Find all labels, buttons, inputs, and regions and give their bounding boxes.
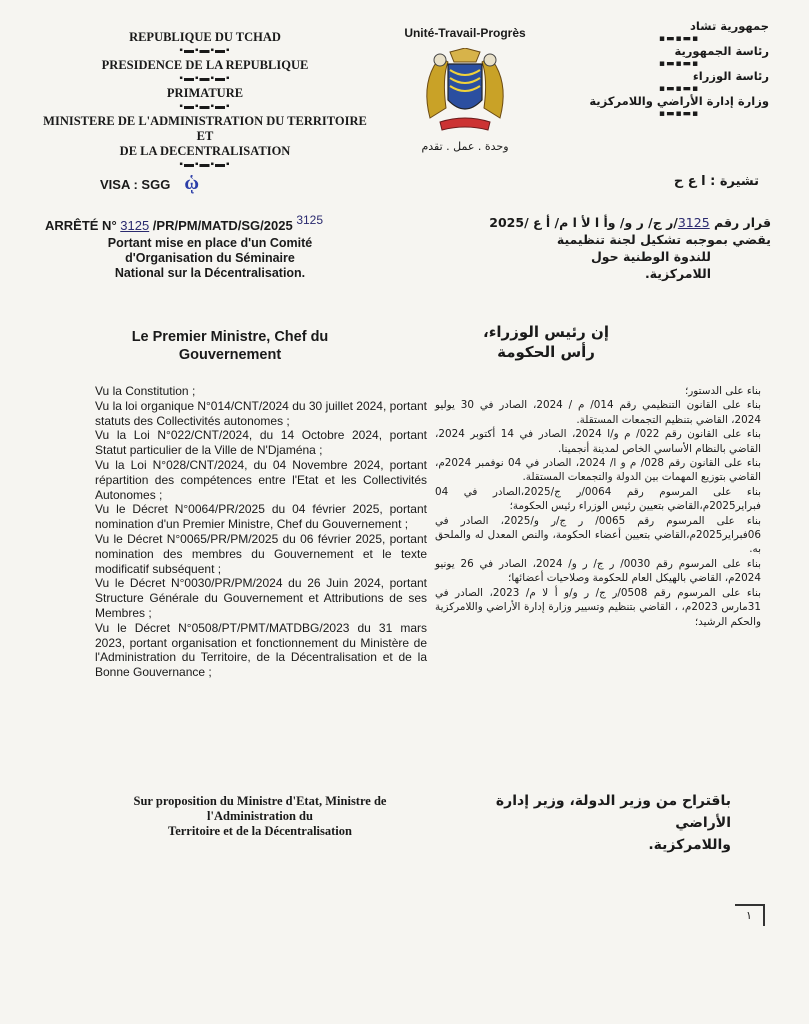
ministry-name-line2: DE LA DECENTRALISATION [119,144,291,158]
arabic-decision-title [411,214,771,282]
motto-ar: وحدة . عمل . تقدم [421,140,509,153]
ministry-name-line1: MINISTERE DE L'ADMINISTRATION DU TERRITOIRE ET [43,114,367,143]
arrete-suffix: /PR/PM/MATD/SG/2025 [149,218,293,233]
visa-item-ar: بناء على القانون رقم 022/ م و/ا 2024، الصادر في 14 أكتوبر 2024، القاضي بالنظام الأساسي الخاص لمدينة أنجمينا. [435,428,762,455]
primature-name: PRIMATURE [166,86,244,100]
ar-title-line: اللامركزية. [644,266,711,281]
visa-item: Vu la Loi N°022/CNT/2024, du 14 Octobre 2024, portant Statut particulier de la Ville de N'Djaména ; [95,428,427,458]
visa-item-ar: بناء على الدستور؛ [684,385,761,397]
french-visas-list [95,384,427,680]
ministry-name-ar: وزارة إدارة الأراضي واللامركزية [589,94,769,108]
visa-item-ar: بناء على المرسوم رقم 0064/ر ج/2025،الصادر في 04 فبراير2025م،القاضي بتعيين رئيس الوزراء رئيس الحكومة؛ [435,485,762,513]
separator: ▪▬▪▬▪▬▪ [179,159,231,170]
proposal-clause-ar [451,790,731,856]
pm-heading-line-ar: رأس الحكومة [497,343,595,361]
visa-item-ar: بناء على المرسوم رقم 0508/ر ج/ ر و/و أ لا م/ 2023، الصادر في 31مارس 2023م، ، القاضي بتنظيم وتسيير وزارة إدارة الأراضي واللامركزية والحكم الرشيد؛ [435,586,761,628]
presidency-name: PRESIDENCE DE LA REPUBLIQUE [101,58,309,72]
visa-item: Vu la loi organique N°014/CNT/2024 du 30 juillet 2024, portant statuts des Collectivités autonomes ; [95,398,427,428]
primature-name-ar: رئاسة الوزراء [692,69,769,83]
visa-handwritten-mark: ᾡ [184,172,199,194]
pm-heading-line: Gouvernement [178,347,282,363]
arrete-number-margin: 3125 [296,213,324,227]
ar-title-number: 3125 [677,215,710,230]
motto-fr: Unité-Travail-Progrès [404,26,526,40]
french-letterhead [40,30,370,172]
visa-item-ar: بناء على القانون التنظيمي رقم 014/ م / 2024، الصادر في 30 يوليو 2024، القاضي بتنظيم التجمعات المستقلة. [435,399,762,426]
arrete-prefix: ARRÊTÉ N° [45,218,121,233]
subject-line: d'Organisation du Séminaire [125,251,295,265]
proposal-line: l'Administration du [207,809,313,823]
ar-title-line: يقضي بموجبه تشكيل لجنة تنظيمية [556,232,771,247]
presidency-name-ar: رئاسة الجمهورية [674,44,769,58]
republic-name-ar: جمهورية تشاد [690,19,769,33]
separator: ▪▬▪▬▪ [658,84,700,94]
proposal-line-ar: واللامركزية. [648,837,731,853]
republic-name: REPUBLIQUE DU TCHAD [129,30,281,44]
separator: ▪▬▪▬▪▬▪ [179,101,231,112]
tashira-line: تشيرة : ا ع ح [673,174,759,189]
arrete-number: 3125 [120,218,150,233]
visa-line [100,172,199,195]
visa-item: Vu le Décret N°0065/PR/PM/2025 du 06 février 2025, portant nomination des membres du Gouvernement et le texte modificatif subséquent ; [95,531,427,576]
page-number: ١ [735,904,765,926]
visa-item: Vu la Loi N°028/CNT/2024, du 04 Novembre 2024, portant répartition des compétences entre l'Etat et les Collectivités Autonomes ; [95,457,427,502]
separator: ▪▬▪▬▪▬▪ [179,45,231,56]
pm-heading-line: Le Premier Ministre, Chef du [131,329,329,345]
separator: ▪▬▪▬▪ [658,109,700,119]
visa-item-ar: بناء على المرسوم رقم 0030/ ر ج/ ر و/ 2024، الصادر في 26 يونيو 2024م، القاضي بالهيكل العام للحكومة وصلاحيات أعضائها؛ [435,557,761,585]
proposal-line-ar: باقتراح من وزير الدولة، وزير إدارة الأراضي [495,793,731,831]
separator: ▪▬▪▬▪▬▪ [179,73,231,84]
arabic-letterhead [589,18,769,118]
visa-item: Vu la Constitution ; [95,384,196,398]
visa-item: Vu le Décret N°0064/PR/2025 du 04 février 2025, portant nomination d'un Premier Ministre, Chef du Gouvernement ; [95,502,427,532]
ar-title-suffix: /ر ج/ ر و/ وأ ا لأ ا م/ أ ع /2025 [489,215,678,230]
proposal-line: Territoire et de la Décentralisation [168,824,352,838]
ar-title-line: للندوة الوطنية حول [590,249,711,264]
arrete-reference [45,213,324,233]
separator: ▪▬▪▬▪ [658,59,700,69]
coat-of-arms-icon [410,48,520,140]
subject-line: Portant mise en place d'un Comité [107,236,313,250]
pm-heading-line-ar: إن رئيس الوزراء، [483,323,609,341]
visa-item: Vu le Décret N°0030/PR/PM/2024 du 26 Juin 2024, portant Structure Générale du Gouvernement et Attributions de ses Membres ; [95,576,427,620]
prime-minister-heading [120,328,340,364]
visa-item-ar: بناء على القانون رقم 028/ م و ا/ 2024، الصادر في 04 نوفمبر 2024م، القاضي بتوزيع المهمات بين الدولة والتجمعات المستقلة. [435,457,761,484]
visa-item-ar: بناء على المرسوم رقم 0065/ ر ج/ر و/2025، الصادر في 06فبراير2025م،القاضي بتعيين أعضاء الحكومة، والنص المعدل له والملحق به. [435,514,761,556]
arabic-visas-list [435,384,761,629]
ar-title-prefix: قرار رقم [709,215,771,230]
proposal-line: Sur proposition du Ministre d'Etat, Ministre de [133,794,387,808]
visa-label: VISA : SGG [100,177,171,192]
subject-line: National sur la Décentralisation. [114,266,306,280]
visa-item: Vu le Décret N°0508/PT/PMT/MATDBG/2023 du 31 mars 2023, portant organisation et fonctionnement du Ministère de l'Administration du Territoire, de la Décentralisation et de la Bonne Gouvernance ; [95,620,427,680]
prime-minister-heading-ar [483,322,609,362]
proposal-clause [105,794,415,839]
arrete-subject [60,236,360,281]
separator: ▪▬▪▬▪ [658,34,700,44]
ar-title-line1 [411,214,771,231]
